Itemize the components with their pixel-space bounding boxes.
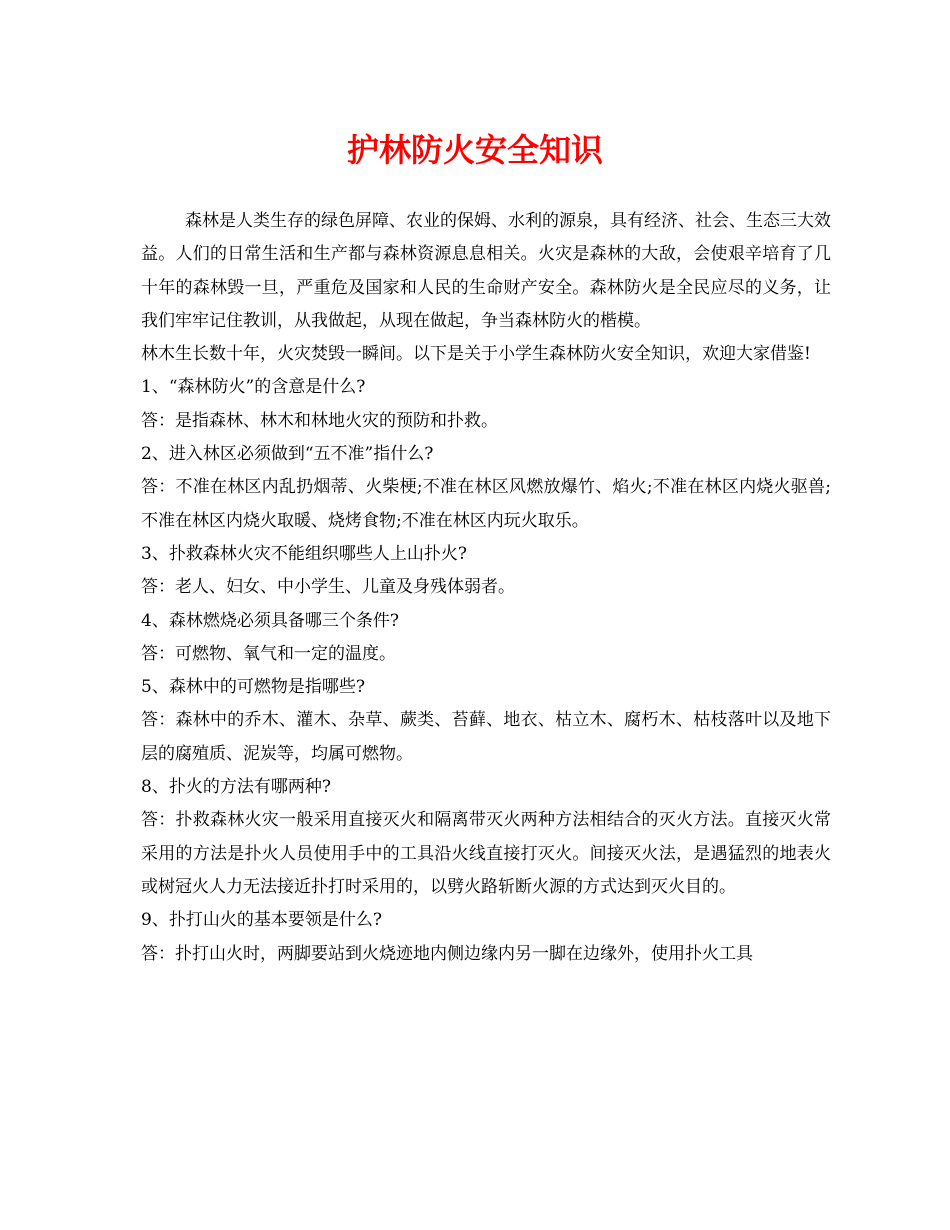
answer-9: 答：扑打山火时，两脚要站到火烧迹地内侧边缘内另一脚在边缘外，使用扑火工具 (141, 943, 753, 964)
document-body (141, 205, 831, 971)
question-4: 4、森林燃烧必须具备哪三个条件? (141, 610, 399, 631)
answer-8: 答：扑救森林火灾一般采用直接灭火和隔离带灭火两种方法相结合的灭火方法。直接灭火常采用的方法是扑火人员使用手中的工具沿火线直接打灭火。间接灭火法，是遇猛烈的地表火或树冠火人力无法接近扑打时采用的，以劈火路斩断火源的方式达到灭火目的。 (141, 810, 831, 897)
answer-5: 答：森林中的乔木、灌木、杂草、蕨类、苔藓、地衣、枯立木、腐朽木、枯枝落叶以及地下层的腐殖质、泥炭等，均属可燃物。 (141, 710, 831, 764)
question-9: 9、扑打山火的基本要领是什么? (141, 910, 382, 931)
answer-2: 答：不准在林区内乱扔烟蒂、火柴梗;不准在林区风燃放爆竹、焰火;不准在林区内烧火驱兽;不准在林区内烧火取暖、烧烤食物;不准在林区内玩火取乐。 (141, 477, 831, 531)
lead-paragraph: 林木生长数十年，火灾焚毁一瞬间。以下是关于小学生森林防火安全知识，欢迎大家借鉴! (141, 344, 811, 365)
question-1: 1、“森林防火”的含意是什么? (141, 377, 366, 398)
question-8: 8、扑火的方法有哪两种? (141, 777, 331, 798)
question-3: 3、扑救森林火灾不能组织哪些人上山扑火? (141, 543, 467, 564)
question-5: 5、森林中的可燃物是指哪些? (141, 677, 365, 698)
answer-1: 答：是指森林、林木和林地火灾的预防和扑救。 (141, 410, 498, 431)
question-2: 2、进入林区必须做到“五不准”指什么? (141, 444, 434, 465)
intro-paragraph: 森林是人类生存的绿色屏障、农业的保姆、水利的源泉，具有经济、社会、生态三大效益。人们的日常生活和生产都与森林资源息息相关。火灾是森林的大敌，会使艰辛培育了几十年的森林毁一旦，严重危及国家和人民的生命财产安全。森林防火是全民应尽的义务，让我们牢牢记住教训，从我做起，从现在做起，争当森林防火的楷模。 (141, 211, 831, 331)
answer-4: 答：可燃物、氧气和一定的温度。 (141, 643, 396, 664)
document-title: 护林防火安全知识 (346, 131, 603, 169)
answer-3: 答：老人、妇女、中小学生、儿童及身残体弱者。 (141, 577, 515, 598)
